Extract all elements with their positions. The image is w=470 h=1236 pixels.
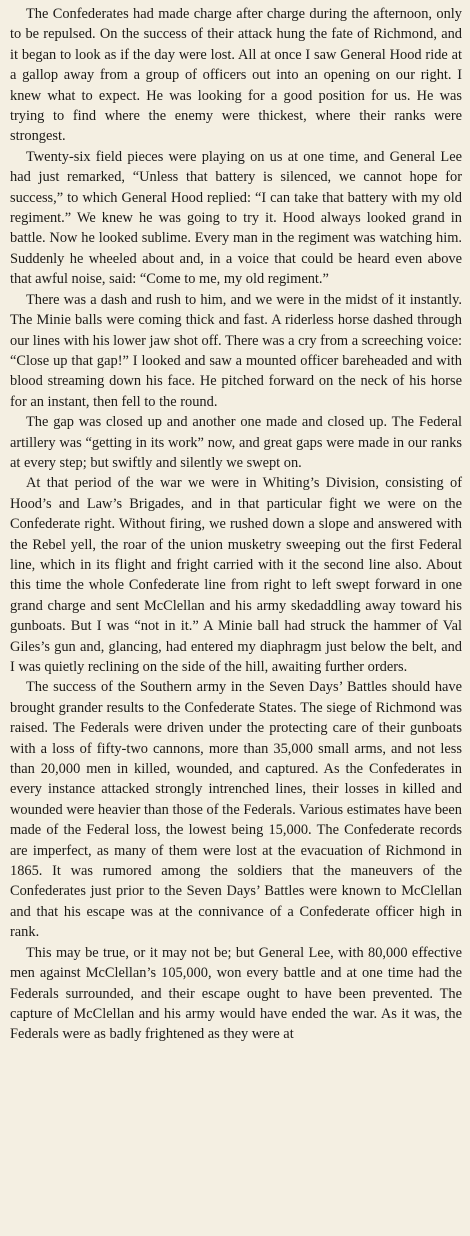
paragraph-5: At that period of the war we were in Whiting’s Division, consisting of Hood’s and Law’s Brigades, and in that particular fight we were on the Confederate right. Without firing, we rushed down a slope and answered with the Rebel yell, the roar of the union musketry sweeping out the first Federal line, which in its flight and fright carried with it the second line also. About this time the whole Confederate line from right to left swept forward in one grand charge and sent McClellan and his army skedaddling away toward his gunboats. But I was “not in it.” A Minie ball had struck the hammer of Val Giles’s gun and, glancing, had entered my diaphragm just below the belt, and I was quietly reclining on the side of the hill, awaiting further orders. [10,475,462,675]
paragraph-1: The Confederates had made charge after charge during the afternoon, only to be repulsed. On the success of their attack hung the fate of Richmond, and it began to look as if the day were lost. All at once I saw General Hood ride at a gallop away from a group of officers out into an opening on our right. I knew what to expect. He was looking for a good position for us. He was trying to find where the enemy were thickest, where their ranks were strongest. [10,6,462,145]
paragraph-6: The success of the Southern army in the Seven Days’ Battles should have brought grander results to the Confederate States. The siege of Richmond was raised. The Federals were driven under the protecting care of their gunboats with a loss of fifty-two cannons, more than 35,000 small arms, and not less than 20,000 men in killed, wounded, and captured. As the Confederates in every instance attacked strongly intrenched lines, their losses in killed and wounded were heavier than those of the Federals. Various estimates have been made of the Federal loss, the lowest being 15,000. The Confederate records are imperfect, as many of them were lost at the evacuation of Richmond in 1865. It was rumored among the soldiers that the maneuvers of the Confederates just prior to the Seven Days’ Battles were known to McClellan and that his escape was at the connivance of a Confederate officer high in rank. [10,679,462,941]
paragraph-4: The gap was closed up and another one made and closed up. The Federal artillery was “getting in its work” now, and great gaps were made in our ranks at every step; but swiftly and silently we swept on. [10,414,462,471]
paragraph-2: Twenty-six field pieces were playing on us at one time, and General Lee had just remarked, “Unless that battery is silenced, we cannot hope for success,” to which General Hood replied: “I can take that battery with my old regiment.” We knew he was going to try it. Hood always looked grand in battle. Now he looked sublime. Every man in the regiment was watching him. Suddenly he wheeled about and, in a voice that could be heard even above that awful noise, said: “Come to me, my old regiment.” [10,148,462,288]
paragraph-7: This may be true, or it may not be; but General Lee, with 80,000 effective men against McClellan’s 105,000, won every battle and at one time had the Federals surrounded, and their escape ought to have been prevented. The capture of McClellan and his army would have ended the war. As it was, the Federals were as badly frightened as they were at [10,944,462,1043]
paragraph-3: There was a dash and rush to him, and we were in the midst of it instantly. The Minie balls were coming thick and fast. A riderless horse dashed through our lines with his lower jaw shot off. There was a cry from a screeching voice: “Close up that gap!” I looked and saw a mounted officer bareheaded and with blood streaming down his face. He pitched forward on the neck of his horse for an instant, then fell to the round. [10,291,462,410]
